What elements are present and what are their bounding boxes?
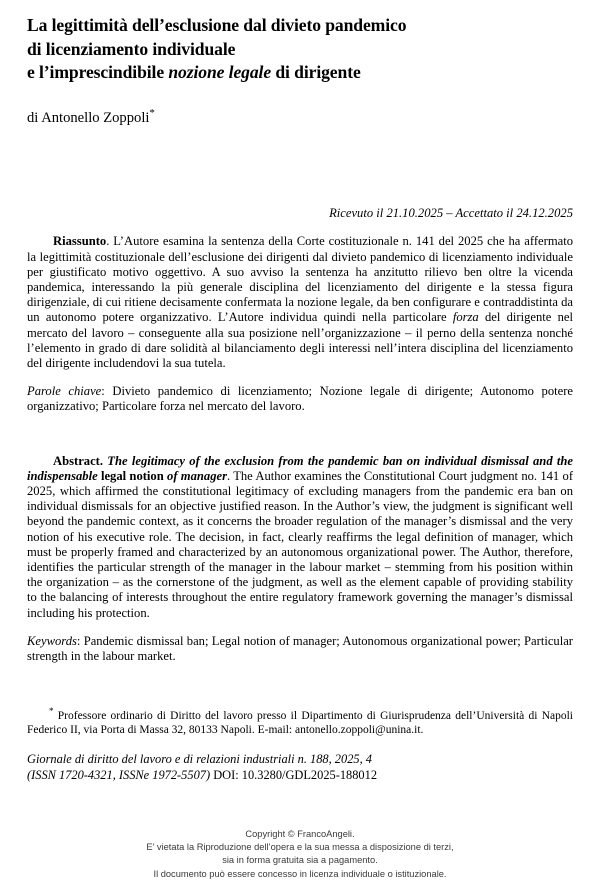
author-byline (27, 104, 573, 127)
citation-doi: DOI: 10.3280/GDL2025-188012 (210, 767, 378, 782)
copyright-line-3: sia in forma gratuita sia a pagamento. (222, 855, 378, 866)
abstract-label: Abstract. (53, 453, 104, 468)
author-name: di Antonello Zoppoli (27, 109, 150, 126)
title-line-3-part-b: di dirigente (271, 62, 361, 82)
keywords-label: Keywords (27, 633, 77, 648)
abstract-paragraph (27, 454, 573, 621)
author-footnote-marker: * (149, 106, 155, 119)
riassunto-italic-forza: forza (452, 310, 479, 325)
keywords-paragraph (27, 634, 573, 664)
title-line-3-part-a: e l’imprescindibile (27, 62, 169, 82)
author-affiliation-footnote (27, 704, 573, 737)
copyright-line-2: E’ vietata la Riproduzione dell’opera e la sua messa a disposizione di terzi, (146, 842, 454, 853)
riassunto-paragraph (27, 234, 573, 371)
copyright-line-4: Il documento può essere concesso in licenza individuale o istituzionale. (153, 868, 447, 879)
parole-chiave-body: : Divieto pandemico di licenziamento; Nozione legale di dirigente; Autonomo potere organizzativo; Particolare forza nel mercato del lavoro. (27, 384, 573, 414)
parole-chiave-label: Parole chiave (27, 384, 102, 399)
abstract-body: . The Author examines the Constitutional Court judgment no. 141 of 2025, which affirmed the constitutional legitimacy of excluding managers from the pandemic era ban on individual dismissals for an objective justified reason. In the Author’s view, the judgment is significant well beyond the pandemic context, as it concerns the broader regulation of the manager’s dismissal and the very notion of his executive role. The decision, in fact, clearly reaffirms the legal definition of manager, which must be properly framed and characterized by an autonomous organizational power. The Author, therefore, identifies the particular strength of the manager in the labour market – stemming from his position within the organization – as the cornerstone of the judgment, as well as the element capable of providing stability to the balancing of interests throughout the entire regulatory framework governing the manager’s dismissal including his protection. (27, 468, 574, 620)
footnote-text: Professore ordinario di Diritto del lavoro presso il Dipartimento di Giurisprudenza dell’Università di Napoli Federico II, via Porta di Massa 32, 80133 Napoli. E-mail: antonello.zoppoli@unina.it. (27, 710, 573, 737)
copyright-line-1: Copyright © FrancoAngeli. (245, 829, 355, 839)
footnote-marker: * (49, 706, 54, 717)
citation-line-1: Giornale di diritto del lavoro e di relazioni industriali n. 188, 2025, 4 (27, 752, 372, 767)
riassunto-body-a: . L’Autore esamina la sentenza della Corte costituzionale n. 141 del 2025 che ha affermato la legittimità costituzionale dell’esclusione dei dirigenti dal divieto pandemico di licenziamento individuale per giustificato motivo oggettivo. A suo avviso la sentenza ha anzitutto rilievo ben oltre la vicenda pandemica, interessando la più generale disciplina del licenziamento del dirigente e la stessa figura dirigenziale, di cui ritiene decisamente confermata la nozione legale, da ben configurare e contraddistinta da un autonomo potere organizzativo. L’Autore individua quindi nella particolare (27, 234, 573, 325)
abstract-title-upright: legal notion (100, 468, 164, 483)
title-line-2: di licenziamento individuale (27, 38, 236, 59)
journal-citation (27, 752, 573, 783)
copyright-watermark (0, 828, 600, 881)
received-accepted-line: Ricevuto il 21.10.2025 – Accettato il 24.12.2025 (329, 206, 573, 221)
abstract-title-italic-b: of manager (163, 468, 227, 483)
page-content (27, 0, 573, 783)
parole-chiave-paragraph (27, 384, 573, 414)
abstract-title-italic-a: The legitimacy of the exclusion from the pandemic ban on individual dismissal and the indispensable (27, 453, 573, 483)
citation-line-2 (27, 768, 573, 784)
footnote-gap (27, 664, 573, 704)
title-line-1: La legittimità dell’esclusione dal divieto pandemico (27, 15, 407, 35)
title-line-3 (27, 61, 573, 85)
article-title (27, 14, 573, 85)
citation-issn: (ISSN 1720-4321, ISSNe 1972-5507) (27, 767, 211, 782)
riassunto-body-b: del dirigente nel mercato del lavoro – conseguente alla sua posizione nell’organizzazione – il perno della sentenza nonché l’elemento in grado di dare solidità al bilanciamento degli interessi nell’intera disciplina del licenziamento del dirigente includendovi la sua tutela. (27, 310, 573, 370)
keywords-body: : Pandemic dismissal ban; Legal notion of manager; Autonomous organizational power; Particular strength in the labour market. (27, 633, 573, 664)
section-gap (27, 415, 573, 441)
title-line-3-italic: nozione legale (168, 62, 272, 82)
riassunto-label: Riassunto (53, 234, 107, 249)
